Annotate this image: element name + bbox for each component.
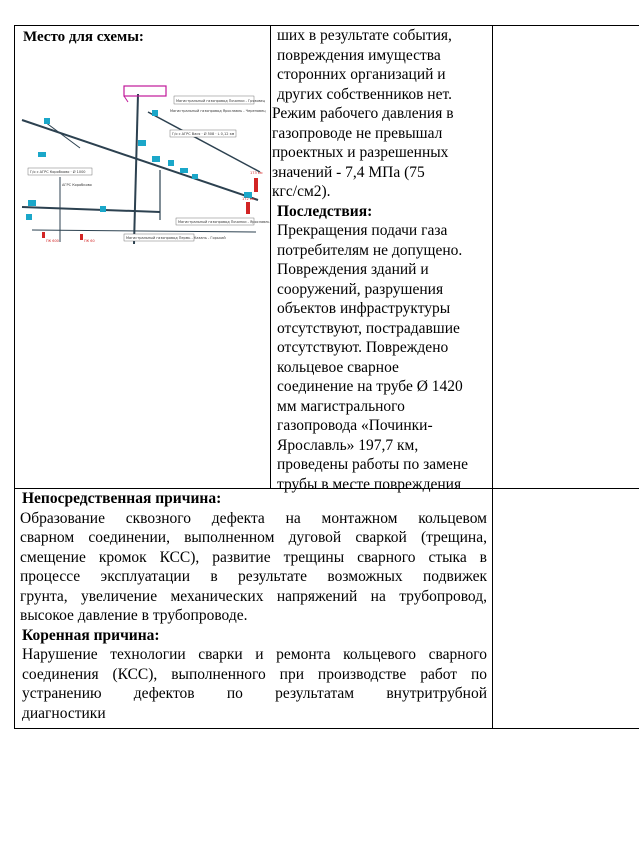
consequences-line: Повреждения зданий и xyxy=(277,261,429,278)
consequences-line: кольцевое сварное xyxy=(277,358,399,376)
table-left-border xyxy=(14,25,15,729)
consequences-line: сооружений, разрушения xyxy=(277,280,444,298)
direct-cause-line: грунта, увеличение механических напряжений на трубопровод, xyxy=(20,587,487,605)
pipeline-branch-2 xyxy=(32,230,256,232)
root-cause-line: диагностики xyxy=(22,704,106,722)
scheme-label-3: Магистральный газопровод Пермь - Казань - Горький xyxy=(126,236,226,240)
event-line: кгс/см2). xyxy=(272,183,331,200)
root-cause-line: устранению дефектов по результатам внутритрубной xyxy=(22,685,487,702)
event-line: проектных и разрешенных xyxy=(272,144,449,161)
scheme-label-1: Магистральный газопровод Починки - Грязовец xyxy=(176,99,266,103)
consequences-line: потребителям не допущено. xyxy=(277,241,463,259)
scheme-label-11: ПК 60 xyxy=(84,239,95,243)
pipeline-tap-3 xyxy=(45,122,80,148)
root-cause-line: Нарушение технологии сварки и ремонта кольцевого сварного xyxy=(22,646,487,663)
scheme-label-7: АГРС Коробково xyxy=(62,183,92,187)
direct-cause-text xyxy=(20,509,487,626)
consequences-line: проведены работы по замене xyxy=(277,456,468,473)
event-description-cell xyxy=(271,26,491,493)
direct-cause-heading: Непосредственная причина: xyxy=(22,490,222,507)
root-cause-heading: Коренная причина: xyxy=(22,626,160,644)
scheme-label-6: Г/о с АГРС Вася · Ø 508 · L 0,12 км xyxy=(172,132,235,136)
consequences-line: Прекращения подачи газа xyxy=(277,222,448,239)
scheme-label-9: 172 км xyxy=(242,197,255,201)
event-line: Режим рабочего давления в xyxy=(272,105,454,122)
pipeline-scheme-diagram xyxy=(20,82,270,247)
consequences-line: отсутствуют. Повреждено xyxy=(277,339,449,356)
direct-cause-line: смещение кромок КСС), развитие трещины сварного стыка в xyxy=(20,548,487,566)
causes-cell xyxy=(16,489,491,727)
table-bottom-border xyxy=(14,728,639,729)
scheme-heading: Место для схемы: xyxy=(23,29,144,45)
pipeline-main-2 xyxy=(22,207,160,212)
scheme-label-5: Г/о с АГРС Коробково · Ø 1000 xyxy=(30,170,86,174)
scheme-label-8: 173 км xyxy=(250,171,263,175)
event-line: сторонних организаций и xyxy=(277,66,446,83)
scheme-label-4: Магистральный газопровод Ярославль - Череповец xyxy=(170,109,266,113)
causes-text-block xyxy=(20,489,487,723)
event-line: значений - 7,4 МПа (75 xyxy=(272,163,425,181)
consequences-line: объектов инфраструктуры xyxy=(277,300,451,317)
event-line: повреждения имущества xyxy=(277,46,441,64)
direct-cause-line: сварном соединении, выполненном дуговой сваркой (трещина, xyxy=(20,529,487,546)
pipeline-branch xyxy=(148,112,260,172)
event-line: газопроводе не превышал xyxy=(272,124,443,142)
consequences-line: Ярославль» 197,7 км, xyxy=(277,436,419,454)
empty-right-cell-top xyxy=(493,26,639,488)
pipeline-vertical xyxy=(134,94,138,244)
root-cause-text xyxy=(22,645,487,723)
scheme-label-2: Магистральный газопровод Починки - Ярославль xyxy=(178,220,270,224)
consequences-line: трубы в месте повреждения xyxy=(277,475,462,493)
direct-cause-line: высокое давление в трубопроводе. xyxy=(20,607,248,624)
root-cause-line: соединения (КСС), выполненного при производстве работ по xyxy=(22,665,487,683)
incident-site-marker xyxy=(124,86,166,96)
direct-cause-line: Образование сквозного дефекта на монтажном кольцевом xyxy=(20,509,487,527)
scheme-cell xyxy=(16,26,269,488)
direct-cause-line: процессе эксплуатации в результате возможных подвижек xyxy=(20,568,487,585)
event-text-block xyxy=(272,26,468,494)
consequences-heading: Последствия: xyxy=(277,202,373,220)
consequences-line: соединение на трубе Ø 1420 xyxy=(277,378,463,395)
event-line: ших в результате события, xyxy=(277,27,452,44)
event-line: других собственников нет. xyxy=(277,85,452,103)
scheme-label-10: ПК 600 xyxy=(46,239,59,243)
consequences-line: отсутствуют, пострадавшие xyxy=(277,319,460,337)
empty-right-cell-bottom xyxy=(493,489,639,727)
consequences-line: мм магистрального xyxy=(277,397,405,415)
consequences-line: газопровода «Починки- xyxy=(277,417,433,434)
